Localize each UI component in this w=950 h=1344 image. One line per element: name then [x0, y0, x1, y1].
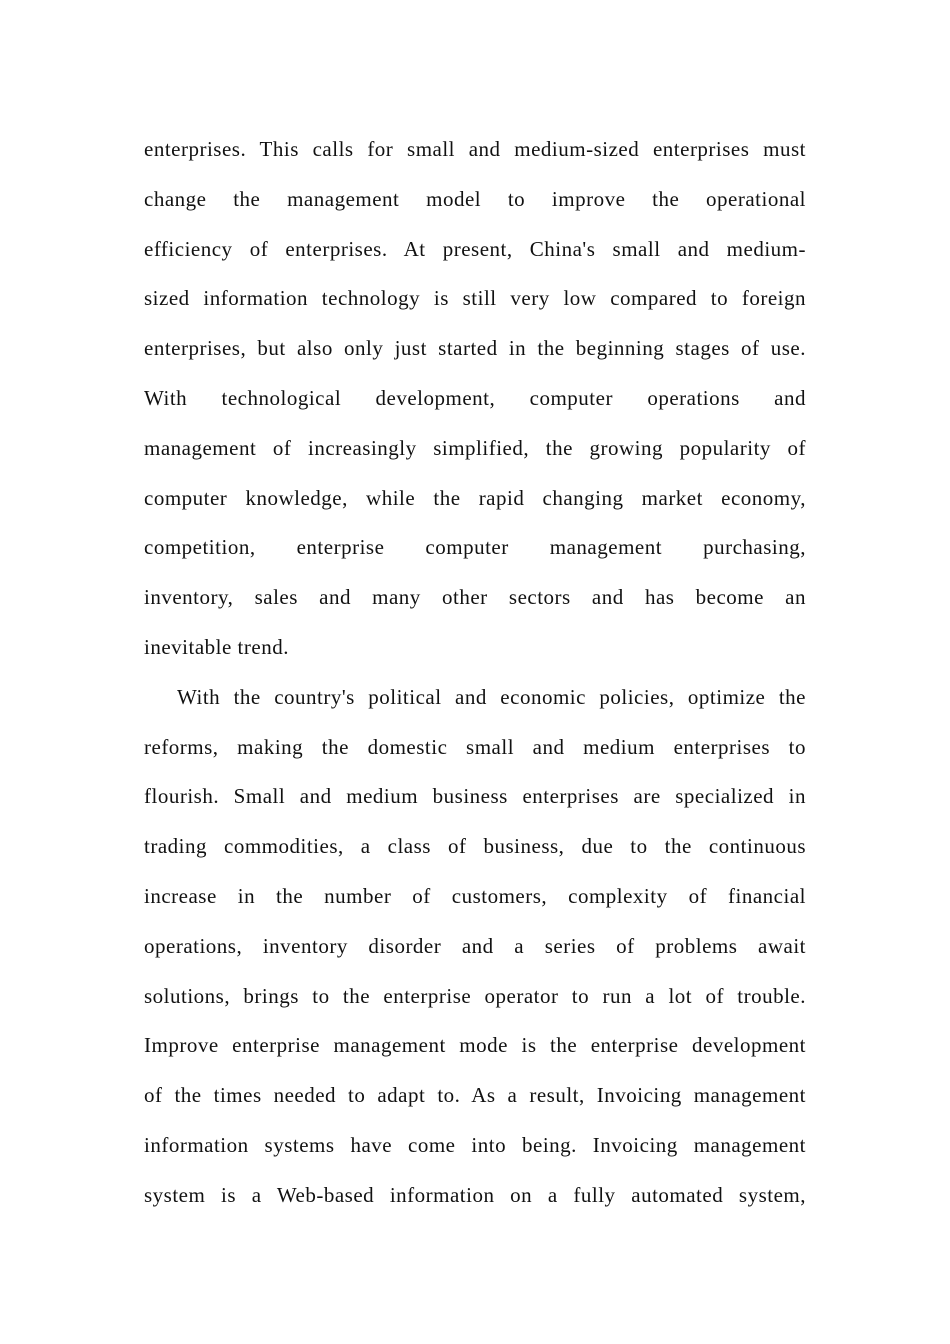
text-line: sized information technology is still very low compared to foreign [144, 286, 806, 311]
text-line: computer knowledge, while the rapid changing market economy, [144, 485, 806, 510]
body-text [144, 125, 806, 1221]
text-line: competition, enterprise computer management purchasing, [144, 535, 806, 560]
text-line: inevitable trend. [144, 634, 289, 659]
text-line: With the country's political and economic policies, optimize the [177, 684, 806, 709]
text-line: management of increasingly simplified, the growing popularity of [144, 435, 806, 460]
text-line: enterprises. This calls for small and medium-sized enterprises must [144, 137, 806, 161]
text-line: Improve enterprise management mode is the enterprise development [144, 1033, 806, 1058]
text-line: reforms, making the domestic small and medium enterprises to [144, 734, 806, 759]
text-line: trading commodities, a class of business, due to the continuous [144, 834, 806, 859]
text-line: system is a Web-based information on a fully automated system, [144, 1182, 806, 1207]
text-line: flourish. Small and medium business enterprises are specialized in [144, 784, 806, 809]
text-line: solutions, brings to the enterprise operator to run a lot of trouble. [144, 983, 806, 1008]
text-line: of the times needed to adapt to. As a result, Invoicing management [144, 1083, 806, 1108]
text-line: inventory, sales and many other sectors and has become an [144, 585, 806, 610]
paragraph [144, 673, 806, 1221]
text-line: enterprises, but also only just started in the beginning stages of use. [144, 336, 806, 361]
text-line: change the management model to improve the operational [144, 186, 806, 211]
text-line: increase in the number of customers, complexity of financial [144, 883, 806, 908]
text-line: information systems have come into being. Invoicing management [144, 1132, 806, 1157]
paragraph [144, 125, 806, 673]
text-line: efficiency of enterprises. At present, China's small and medium- [144, 236, 806, 261]
text-line: With technological development, computer operations and [144, 385, 806, 410]
text-line: operations, inventory disorder and a series of problems await [144, 933, 806, 958]
